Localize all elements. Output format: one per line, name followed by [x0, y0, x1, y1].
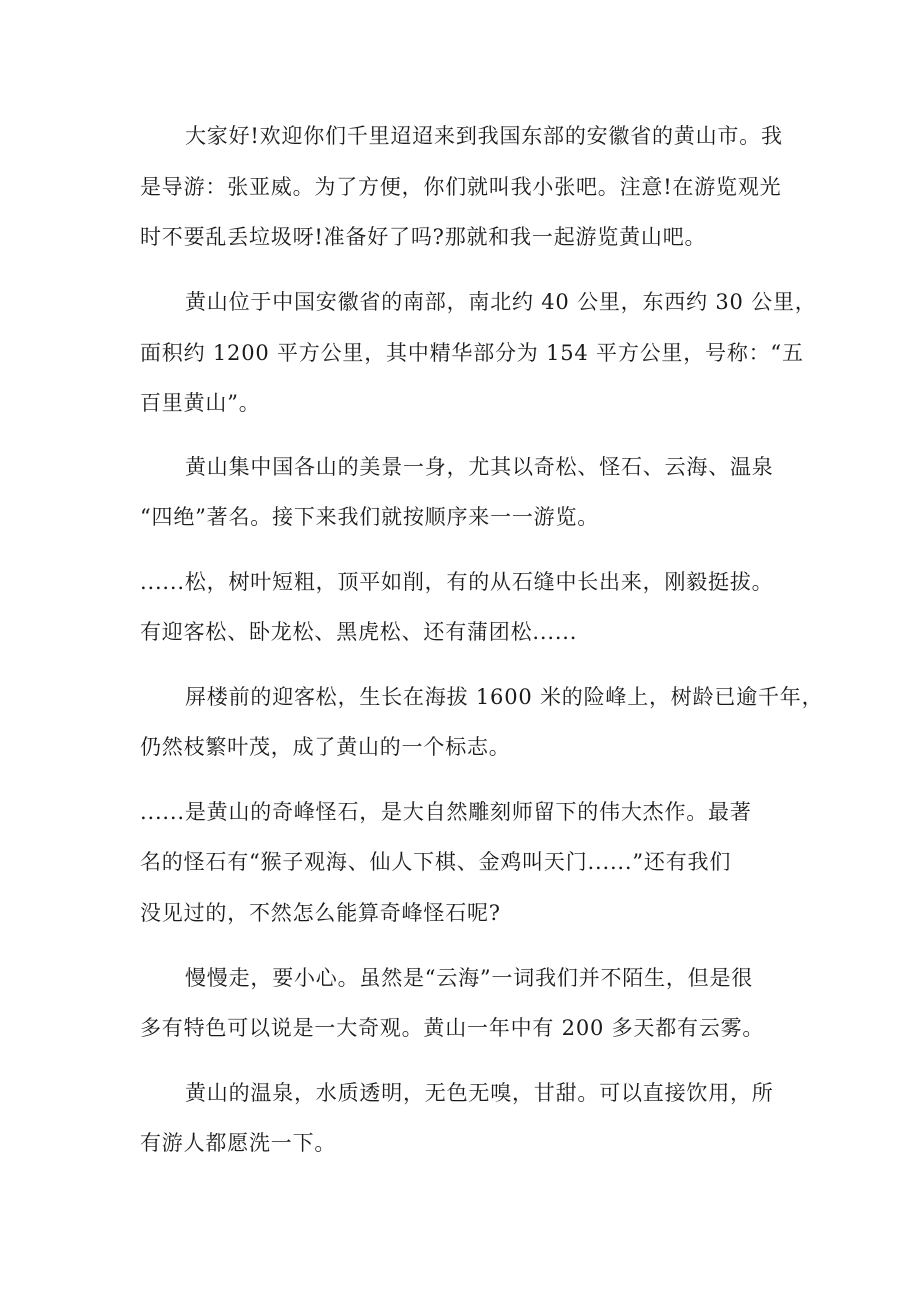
- paragraph-8-line-2: 有游人都愿洗一下。: [140, 1131, 337, 1155]
- paragraph-7-line-1: 慢慢走，要小心。虽然是“云海”一词我们并不陌生，但是很: [185, 966, 754, 990]
- paragraph-6-line-1: ......是黄山的奇峰怪石，是大自然雕刻师留下的伟大杰作。最著: [140, 800, 752, 824]
- paragraph-1-line-1: 大家好!欢迎你们千里迢迢来到我国东部的安徽省的黄山市。我: [185, 124, 783, 148]
- paragraph-3-line-2: “四绝”著名。接下来我们就按顺序来一一游览。: [140, 505, 600, 529]
- paragraph-5-line-1: 屏楼前的迎客松，生长在海拔 1600 米的险峰上，树龄已逾千年，: [185, 685, 824, 709]
- paragraph-2-line-2: 面积约 1200 平方公里，其中精华部分为 154 平方公里，号称：“五: [140, 341, 804, 365]
- paragraph-1-line-3: 时不要乱丢垃圾呀!准备好了吗?那就和我一起游览黄山吧。: [140, 225, 707, 249]
- paragraph-6-line-3: 没见过的，不然怎么能算奇峰怪石呢?: [140, 901, 501, 925]
- paragraph-5-line-2: 仍然枝繁叶茂，成了黄山的一个标志。: [140, 735, 511, 759]
- paragraph-4-line-1: ......松，树叶短粗，顶平如削，有的从石缝中长出来，刚毅挺拔。: [140, 570, 774, 594]
- paragraph-6-line-2: 名的怪石有“猴子观海、仙人下棋、金鸡叫天门......”还有我们: [140, 850, 732, 874]
- paragraph-1-line-2: 是导游：张亚威。为了方便，你们就叫我小张吧。注意!在游览观光: [140, 175, 782, 199]
- paragraph-2-line-3: 百里黄山”。: [140, 391, 261, 415]
- paragraph-7-line-2: 多有特色可以说是一大奇观。黄山一年中有 200 多天都有云雾。: [140, 1016, 765, 1040]
- paragraph-8-line-1: 黄山的温泉，水质透明，无色无嗅，甘甜。可以直接饮用，所: [185, 1081, 774, 1105]
- paragraph-3-line-1: 黄山集中国各山的美景一身，尤其以奇松、怪石、云海、温泉: [185, 455, 774, 479]
- paragraph-4-line-2: 有迎客松、卧龙松、黑虎松、还有蒲团松......: [140, 620, 578, 644]
- paragraph-2-line-1: 黄山位于中国安徽省的南部，南北约 40 公里，东西约 30 公里，: [185, 290, 817, 314]
